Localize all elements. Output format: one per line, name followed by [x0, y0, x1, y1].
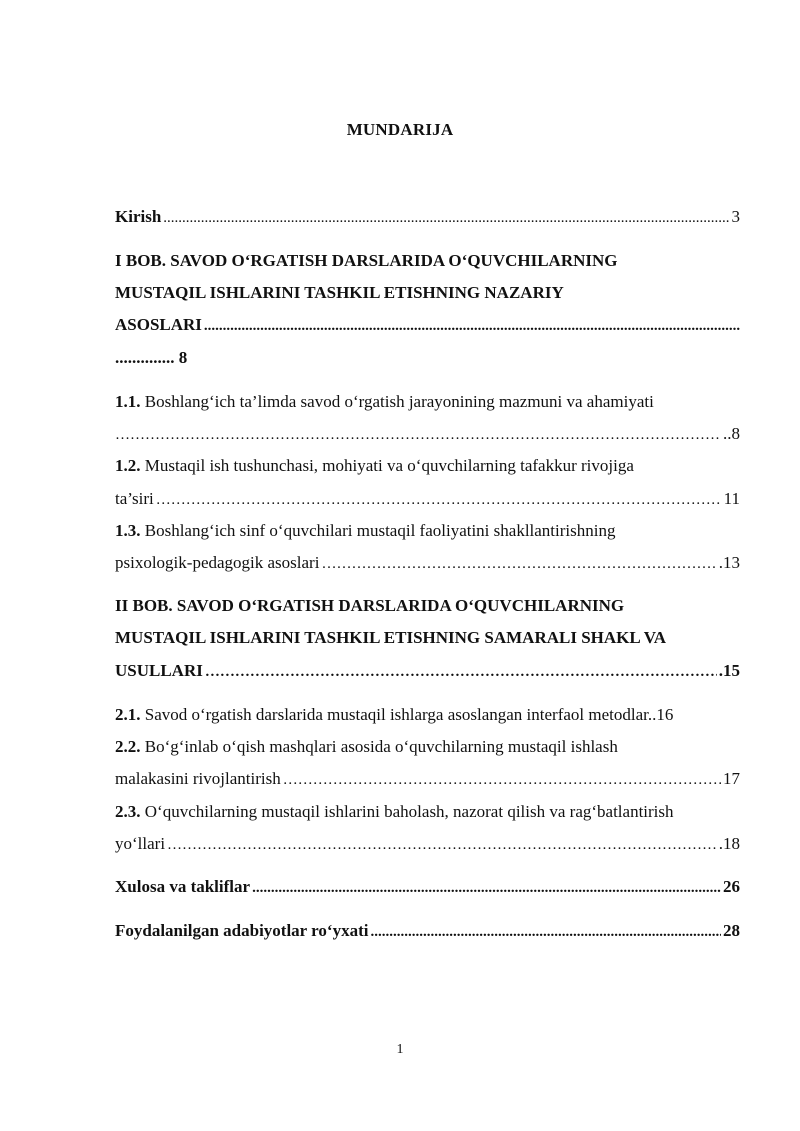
toc-leader — [115, 423, 721, 446]
toc-leader — [370, 920, 721, 943]
toc-section-2-1[interactable] — [115, 703, 740, 727]
toc-section-number: 1.1. — [115, 392, 141, 411]
toc-leader — [283, 768, 721, 791]
toc-section-1-1-leader[interactable] — [115, 422, 740, 446]
toc-section-2-3[interactable] — [115, 800, 740, 824]
toc-section-1-1[interactable] — [115, 390, 740, 414]
toc-page: 8 — [178, 348, 188, 367]
toc-leader — [156, 488, 722, 511]
toc-page: 26 — [723, 877, 740, 896]
toc-section-text: Savod o‘rgatish darslarida mustaqil ishlarga asoslangan interfaol metodlar.. — [144, 705, 657, 724]
toc-entry-adabiyotlar[interactable] — [115, 919, 740, 943]
toc-section-1-3[interactable] — [115, 519, 740, 543]
toc-section-text: Mustaqil ish tushunchasi, mohiyati va o‘quvchilarning tafakkur rivojiga — [144, 456, 634, 475]
toc-leader — [252, 876, 721, 899]
toc-section-1-2-cont[interactable] — [115, 487, 740, 511]
toc-leader — [205, 660, 717, 683]
toc-section-2-2-cont[interactable] — [115, 767, 740, 791]
toc-section-text: Boshlang‘ich sinf o‘quvchilari mustaqil faoliyatini shakllantirishning — [144, 521, 616, 540]
toc-section-number: 1.2. — [115, 456, 141, 475]
toc-label: USULLARI — [115, 661, 203, 680]
toc-section-text: O‘quvchilarning mustaqil ishlarini baholash, nazorat qilish va rag‘batlantirish — [144, 802, 674, 821]
toc-section-text: Boshlang‘ich ta’limda savod o‘rgatish jarayonining mazmuni va ahamiyati — [144, 392, 654, 411]
toc-section-text-cont: ta’siri — [115, 489, 154, 508]
toc-leader-dots: .............. — [115, 348, 175, 367]
toc-chapter2-line1[interactable]: II BOB. SAVOD O‘RGATISH DARSLARIDA O‘QUVCHILARNING — [115, 596, 625, 615]
page-title: MUNDARIJA — [346, 120, 454, 139]
toc-page: .18 — [718, 834, 740, 853]
toc-section-number: 1.3. — [115, 521, 141, 540]
toc-page: .13 — [718, 553, 740, 572]
toc-section-number: 2.3. — [115, 802, 141, 821]
toc-entry-xulosa[interactable] — [115, 875, 740, 899]
toc-entry-kirish[interactable] — [115, 205, 740, 229]
toc-section-number: 2.2. — [115, 737, 141, 756]
toc-section-1-3-cont[interactable] — [115, 551, 740, 575]
toc-page: 16 — [656, 705, 674, 724]
toc-chapter1-line4[interactable] — [115, 346, 740, 370]
toc-leader — [321, 552, 716, 575]
toc-page: ..8 — [723, 424, 740, 443]
toc-chapter1-line2[interactable]: MUSTAQIL ISHLARINI TASHKIL ETISHNING NAZARIY — [115, 283, 564, 302]
toc-section-text-cont: yo‘llari — [115, 834, 166, 853]
toc-chapter2-line2[interactable]: MUSTAQIL ISHLARINI TASHKIL ETISHNING SAMARALI SHAKL VA — [115, 628, 667, 647]
toc-page: 11 — [723, 489, 740, 508]
toc-label: ASOSLARI — [115, 315, 202, 334]
toc-page: 3 — [731, 207, 740, 226]
toc-section-text-cont: psixologik-pedagogik asoslari — [115, 553, 320, 572]
toc-page: .15 — [718, 661, 740, 680]
toc-section-text: Bo‘g‘inlab o‘qish mashqlari asosida o‘quvchilarning mustaqil ishlash — [144, 737, 618, 756]
toc-chapter1-line1[interactable]: I BOB. SAVOD O‘RGATISH DARSLARIDA O‘QUVCHILARNING — [115, 251, 618, 270]
toc-page: 17 — [723, 769, 740, 788]
toc-label: Xulosa va takliflar — [115, 877, 251, 896]
toc-section-text-cont: malakasini rivojlantirish — [115, 769, 281, 788]
toc-label: Kirish — [115, 207, 162, 226]
toc-page: 28 — [723, 921, 740, 940]
toc-leader — [167, 833, 717, 856]
toc-chapter1-line3[interactable] — [115, 313, 740, 337]
toc-section-2-2[interactable] — [115, 735, 740, 759]
toc-leader — [204, 314, 740, 337]
page-number: 1 — [396, 1042, 404, 1057]
toc-leader — [163, 206, 729, 229]
toc-section-number: 2.1. — [115, 705, 141, 724]
toc-section-1-2[interactable] — [115, 454, 740, 478]
toc-chapter2-line3[interactable] — [115, 659, 740, 683]
toc-section-2-3-cont[interactable] — [115, 832, 740, 856]
toc-label: Foydalanilgan adabiyotlar ro‘yxati — [115, 921, 369, 940]
